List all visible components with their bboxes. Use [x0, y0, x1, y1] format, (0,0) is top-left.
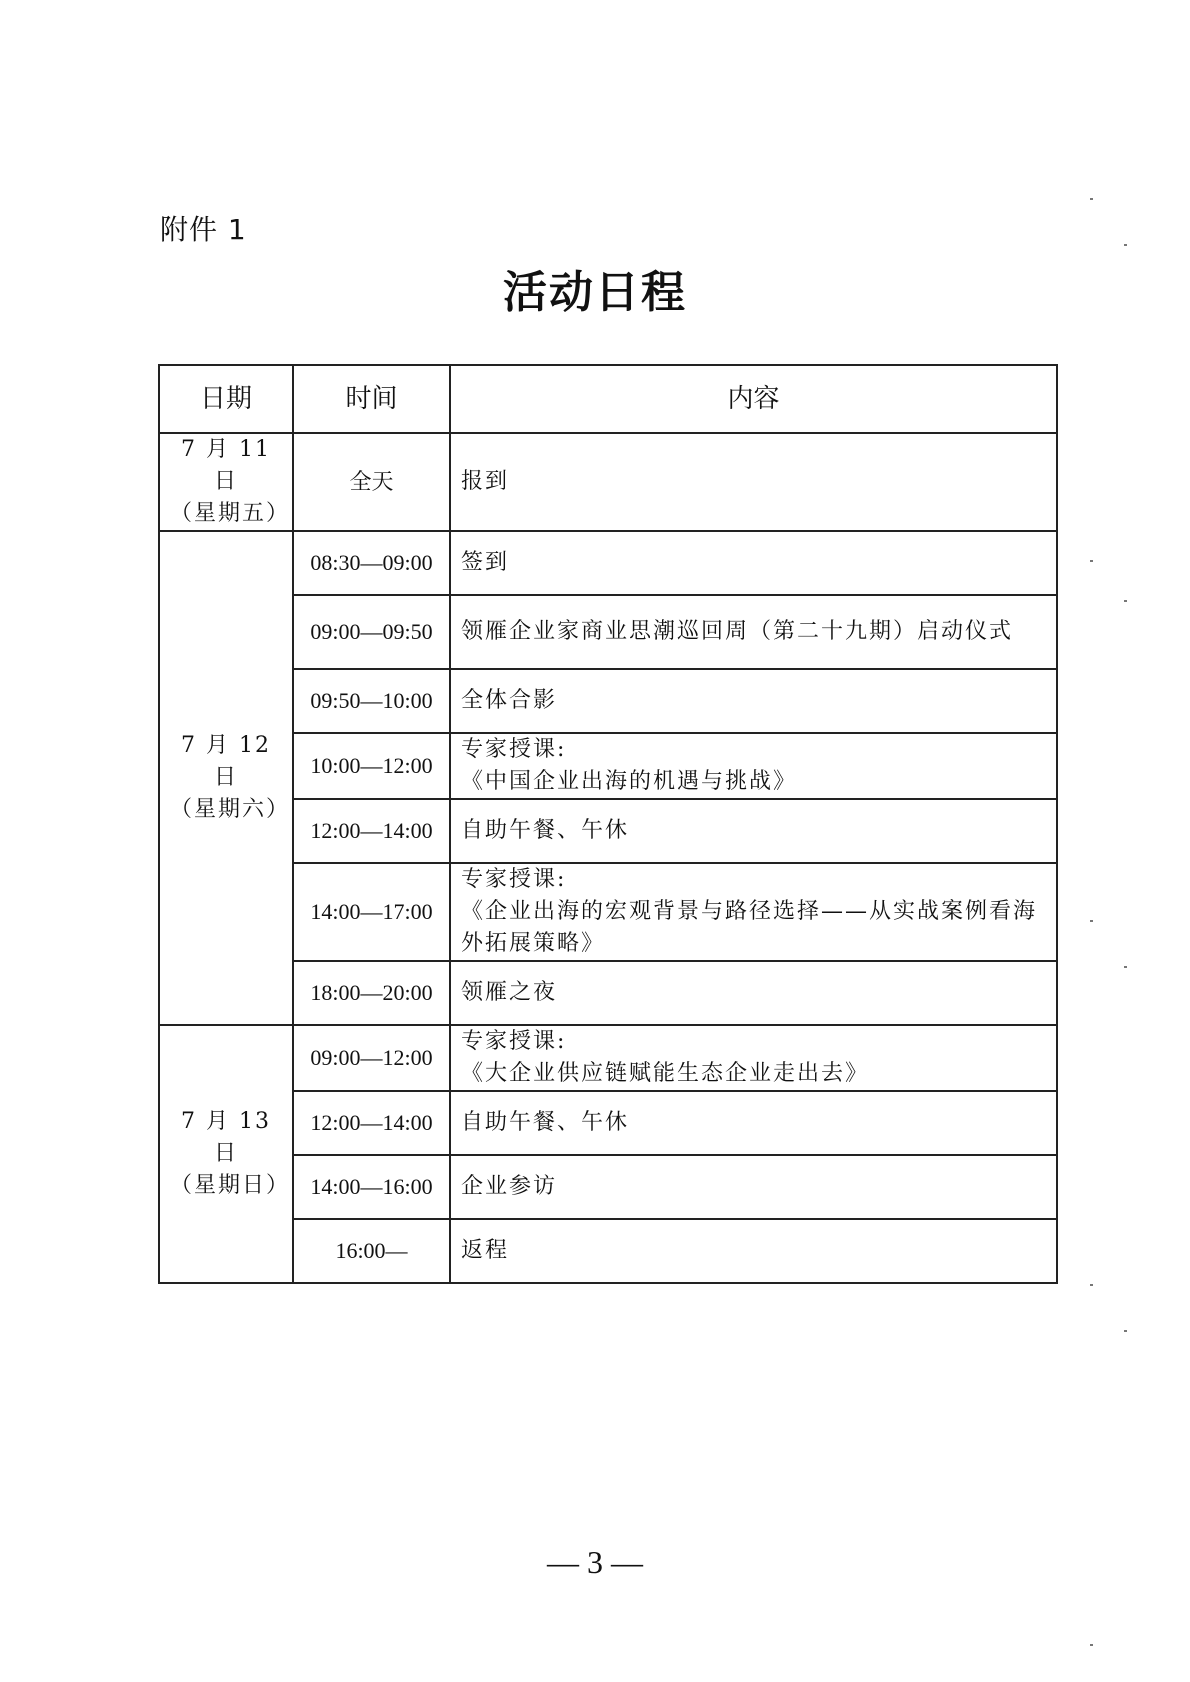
scan-speck [1124, 244, 1127, 246]
time-cell: 14:00—16:00 [293, 1155, 450, 1219]
scan-speck [1090, 560, 1093, 562]
time-cell: 09:00—09:50 [293, 595, 450, 669]
time-cell: 12:00—14:00 [293, 799, 450, 863]
weekday-text: （星期日） [170, 1173, 291, 1198]
time-cell: 16:00— [293, 1219, 450, 1283]
scan-speck [1124, 600, 1127, 602]
time-cell: 08:30—09:00 [293, 531, 450, 595]
table-row [159, 1025, 1057, 1091]
content-text: 自助午餐、午休 [461, 1110, 630, 1135]
content-cell [450, 433, 1057, 531]
time-cell: 18:00—20:00 [293, 961, 450, 1025]
attachment-label: 附件 1 [160, 213, 247, 246]
table-row [159, 1155, 1057, 1219]
time-cell: 12:00—14:00 [293, 1091, 450, 1155]
content-cell [450, 531, 1057, 595]
time-cell: 09:50—10:00 [293, 669, 450, 733]
date-text: 7 月 13 日 [181, 1109, 271, 1166]
table-row [159, 733, 1057, 799]
content-text: 外拓展策略》 [461, 931, 606, 956]
content-cell [450, 669, 1057, 733]
table-row [159, 863, 1057, 961]
content-text: 专家授课: [461, 867, 567, 892]
date-cell [159, 531, 293, 1025]
page-number: — 3 — [547, 1544, 643, 1580]
content-cell [450, 1091, 1057, 1155]
header-date: 日期 [159, 365, 293, 433]
date-text: 7 月 11 日 [181, 437, 271, 494]
content-text: 《大企业供应链赋能生态企业走出去》 [461, 1061, 870, 1086]
table-row [159, 433, 1057, 531]
weekday-text: （星期五） [170, 501, 291, 526]
table-row [159, 961, 1057, 1025]
schedule-table [158, 364, 1058, 1284]
content-text: 返程 [461, 1238, 510, 1263]
content-cell [450, 961, 1057, 1025]
header-content: 内容 [450, 365, 1057, 433]
table-header-row [159, 365, 1057, 433]
page-title: 活动日程 [503, 267, 687, 318]
table-row [159, 799, 1057, 863]
content-cell [450, 733, 1057, 799]
table-row [159, 1091, 1057, 1155]
content-text: 《企业出海的宏观背景与路径选择——从实战案例看海 [461, 899, 1038, 924]
content-text: 专家授课: [461, 737, 567, 762]
header-time: 时间 [293, 365, 450, 433]
content-cell [450, 1155, 1057, 1219]
content-text: 签到 [461, 550, 510, 575]
content-text: 全体合影 [461, 688, 558, 713]
scan-speck [1090, 920, 1093, 922]
content-text: 企业参访 [461, 1174, 558, 1199]
date-cell [159, 433, 293, 531]
weekday-text: （星期六） [170, 797, 291, 822]
time-cell: 全天 [293, 433, 450, 531]
content-text: 领雁之夜 [461, 980, 558, 1005]
table-row [159, 669, 1057, 733]
table-row [159, 595, 1057, 669]
scan-speck [1124, 1330, 1127, 1332]
content-cell [450, 1025, 1057, 1091]
content-text: 专家授课: [461, 1029, 567, 1054]
content-cell [450, 799, 1057, 863]
content-text: 《中国企业出海的机遇与挑战》 [461, 769, 798, 794]
content-cell [450, 863, 1057, 961]
time-cell: 09:00—12:00 [293, 1025, 450, 1091]
scan-speck [1090, 1284, 1093, 1286]
scan-speck [1090, 198, 1093, 200]
time-cell: 14:00—17:00 [293, 863, 450, 961]
scan-speck [1090, 1644, 1093, 1646]
date-text: 7 月 12 日 [181, 733, 271, 790]
content-text: 领雁企业家商业思潮巡回周（第二十九期）启动仪式 [461, 619, 1014, 644]
scan-speck [1124, 966, 1127, 968]
date-cell [159, 1025, 293, 1283]
content-text: 自助午餐、午休 [461, 818, 630, 843]
content-cell [450, 1219, 1057, 1283]
time-cell: 10:00—12:00 [293, 733, 450, 799]
content-text: 报到 [461, 469, 510, 494]
table-row [159, 1219, 1057, 1283]
table-row [159, 531, 1057, 595]
content-cell [450, 595, 1057, 669]
